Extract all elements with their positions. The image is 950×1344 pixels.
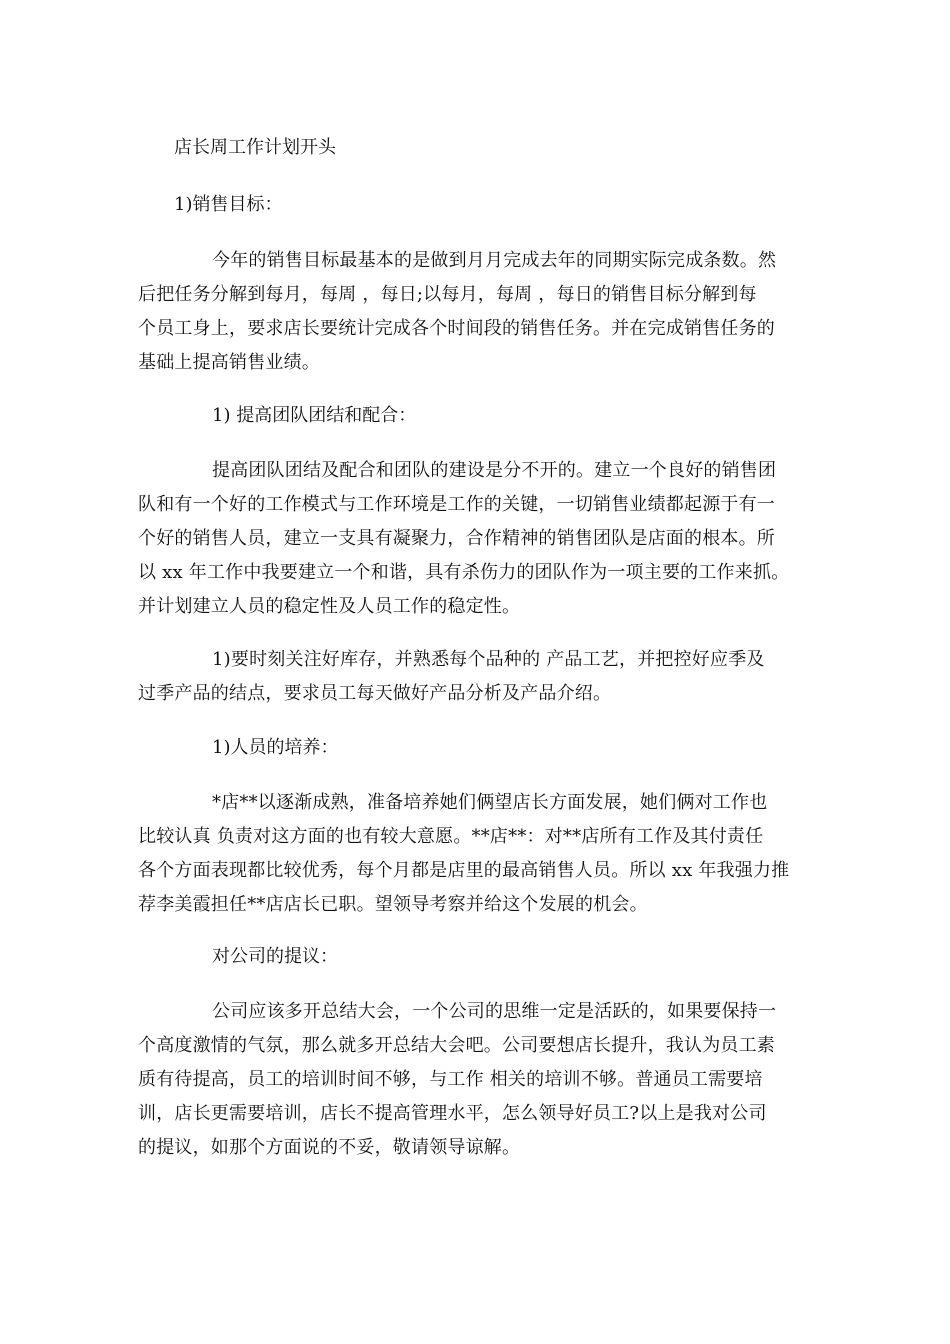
section-heading-staff-training: 1)人员的培养：: [212, 737, 339, 758]
paragraph-line: 个高度激情的气氛，那么就多开总结大会吧。公司要想店长提升，我认为员工素: [138, 1035, 775, 1056]
paragraph-line: 提高团队团结及配合和团队的建设是分不开的。建立一个良好的销售团: [212, 460, 777, 481]
paragraph-line: 今年的销售目标最基本的是做到月月完成去年的同期实际完成条数。然: [212, 250, 777, 271]
paragraph-line: 并计划建立人员的稳定性及人员工作的稳定性。: [138, 596, 521, 617]
section-heading-teamwork: 1) 提高团队团结和配合：: [212, 405, 417, 426]
paragraph-line: *店**以逐渐成熟，准备培养她们俩望店长方面发展，她们俩对工作也: [212, 792, 768, 813]
paragraph-line: 的提议，如那个方面说的不妥，敬请领导谅解。: [138, 1137, 521, 1158]
paragraph-line: 队和有一个好的工作模式与工作环境是工作的关键，一切销售业绩都起源于有一: [138, 494, 775, 515]
paragraph-line: 公司应该多开总结大会，一个公司的思维一定是活跃的，如果要保持一: [212, 1001, 777, 1022]
paragraph-line: 个员工身上，要求店长要统计完成各个时间段的销售任务。并在完成销售任务的: [138, 318, 775, 339]
paragraph-line: 以 xx 年工作中我要建立一个和谐，具有杀伤力的团队作为一项主要的工作来抓。: [138, 562, 790, 583]
paragraph-line: 荐李美霞担任**店店长已职。望领导考察并给这个发展的机会。: [138, 894, 648, 915]
section-heading-sales-target: 1)销售目标：: [174, 194, 283, 215]
document-title: 店长周工作计划开头: [174, 137, 336, 158]
paragraph-line: 比较认真 负责对这方面的也有较大意愿。**店**：对**店所有工作及其付责任: [138, 826, 764, 847]
section-heading-suggestions: 对公司的提议：: [212, 946, 338, 967]
paragraph-line: 训，店长更需要培训，店长不提高管理水平，怎么领导好员工?以上是我对公司: [138, 1103, 767, 1124]
paragraph-line: 后把任务分解到每月，每周 ，每日;以每月，每周 ，每日的销售目标分解到每: [138, 284, 757, 305]
paragraph-line: 各个方面表现都比较优秀，每个月都是店里的最高销售人员。所以 xx 年我强力推: [138, 860, 790, 881]
paragraph-line: 基础上提高销售业绩。: [138, 352, 320, 373]
paragraph-line: 1)要时刻关注好库存，并熟悉每个品种的 产品工艺，并把控好应季及: [212, 649, 765, 670]
paragraph-line: 过季产品的结点，要求员工每天做好产品分析及产品介绍。: [138, 683, 612, 704]
paragraph-line: 个好的销售人员，建立一支具有凝聚力，合作精神的销售团队是店面的根本。所: [138, 528, 775, 549]
paragraph-line: 质有待提高，员工的培训时间不够，与工作 相关的培训不够。普通员工需要培: [138, 1069, 763, 1090]
